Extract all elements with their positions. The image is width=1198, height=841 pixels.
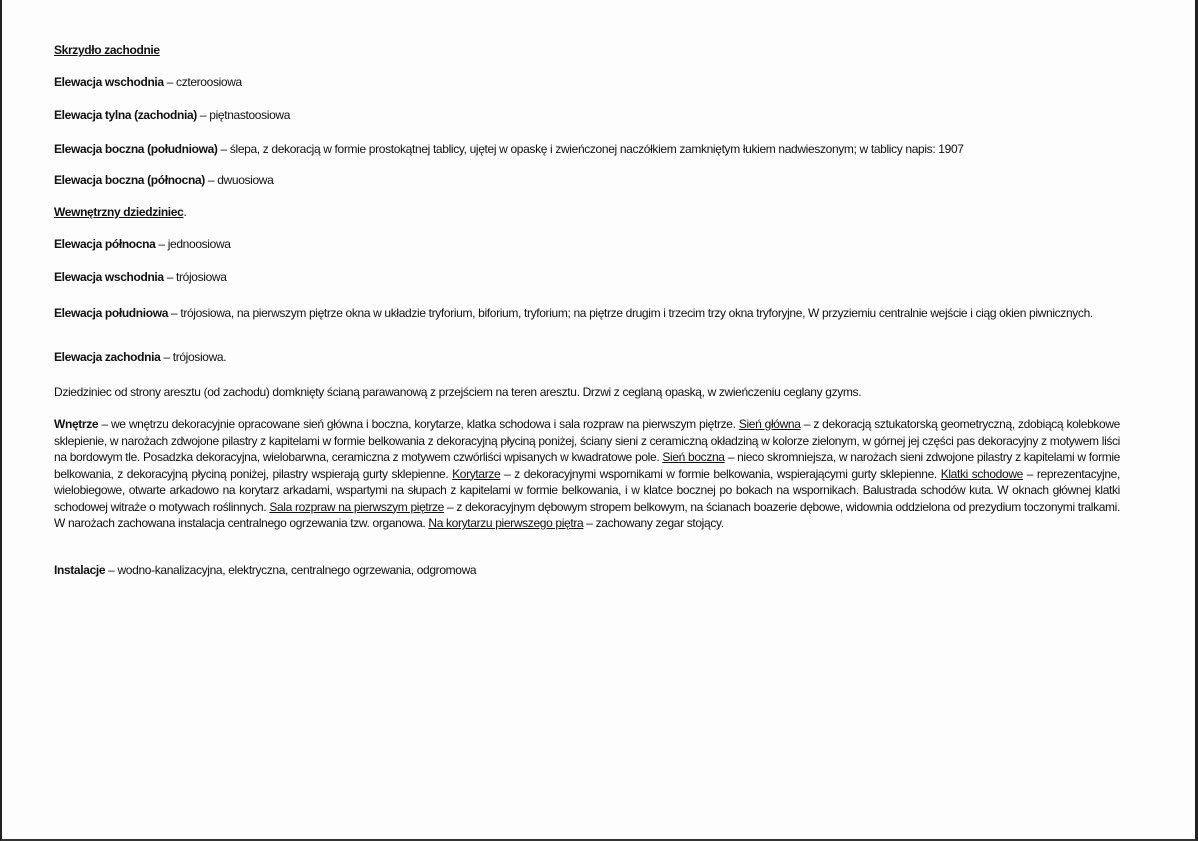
rear-elevation-label: Elewacja tylna (zachodnia) [54,108,197,122]
west-elevation-paragraph: Elewacja zachodnia – trójosiowa. [54,350,227,364]
west-elevation-label: Elewacja zachodnia [54,350,161,364]
north-elevation-label: Elewacja północna [54,237,156,251]
courtroom-term: Sala rozpraw na pierwszym piętrze [269,499,445,514]
side-hall-term: Sień boczna [662,450,725,464]
interior-label: Wnętrze [54,417,99,431]
east-elevation-paragraph: Elewacja wschodnia – czteroosiowa [54,75,242,89]
installations-paragraph: Instalacje – wodno-kanalizacyjna, elektryczna, centralnego ogrzewania, odgromowa [54,563,477,577]
main-hall-term: Sień główna [738,417,801,431]
east-elevation-label: Elewacja wschodnia [54,75,164,89]
east2-elevation-label: Elewacja wschodnia [54,270,164,284]
courtyard-closure-paragraph: Dziedziniec od strony aresztu (od zachodu) domknięty ścianą parawanową z przejściem na teren aresztu. Drzwi z ceglaną opaską, w zwieńczeniu ceglany gzyms. [54,385,862,399]
corridors-term: Korytarze [452,466,501,481]
staircases-term: Klatki schodowe [940,466,1023,481]
south-elevation-label: Elewacja południowa [54,306,169,320]
side-south-elevation-label: Elewacja boczna (południowa) [54,142,218,156]
installations-label: Instalacje [54,563,106,577]
side-south-elevation-paragraph: Elewacja boczna (południowa) – ślepa, z dekoracją w formie prostokątnej tablicy, ujętej w opaskę i zwieńczonej naczółkiem zamkniętym łukiem nadwieszonym; w tablicy napis: 1907 [54,142,964,156]
rear-elevation-paragraph: Elewacja tylna (zachodnia) – piętnastoosiowa [54,108,291,122]
side-north-elevation-label: Elewacja boczna (północna) [54,173,205,187]
courtyard-heading: Wewnętrzny dziedziniec. [54,205,187,219]
south-elevation-paragraph: Elewacja południowa – trójosiowa, na pierwszym piętrze okna w układzie tryforium, biforium, tryforium; na piętrze drugim i trzecim trzy okna tryforyjne, W przyziemiu centralnie wejście i ciąg okien piwnicznych. [54,306,1093,320]
east2-elevation-paragraph: Elewacja wschodnia – trójosiowa [54,270,227,284]
side-north-elevation-paragraph: Elewacja boczna (północna) – dwuosiowa [54,173,274,187]
north-elevation-paragraph: Elewacja północna – jednoosiowa [54,237,231,251]
west-wing-heading: Skrzydło zachodnie [54,43,160,57]
interior-paragraph: Wnętrze – we wnętrzu dekoracyjnie opracowane sień główna i boczna, korytarze, klatka schodowa i sala rozpraw na pierwszym piętrze. Sień główna – z dekoracją sztukatorską geometryczną, zdobiącą kolebkowe sklepienie, w narożach zdwojone pilastry z kapitelami w formie belkowania z dekoracyjną płyciną poniżej, ściany sieni z ceramiczną okładziną w kolorze zielonym, w górnej jej części pas dekoracyjny z motywem liści na bordowym tle. Posadzka dekoracyjna, wielobarwna, ceramiczna z motywem czwórliści wpisanych w kwadratowe pole. Sień boczna – nieco skromniejsza, w narożach sieni zdwojone pilastry z kapitelami w formie belkowania, z dekoracyjną płyciną poniżej, pilastry wspierają gurty sklepienne. Korytarze – z dekoracyjnymi wspornikami w formie belkowania, wspierającymi gurty sklepienne. Klatki schodowe – reprezentacyjne, wielobiegowe, otwarte arkadowo na korytarz arkadami, wspartymi na słupach z kapitelami w formie belkowania, i w klatce bocznej po bokach na wspornikach. Balustrada schodów kuta. W oknach głównej klatki schodowej witraże o motywach roślinnych. Sala rozpraw na pierwszym piętrze – z dekoracyjnym dębowym stropem belkowym, na ścianach boazerie dębowe, widownia oddzielona od prezydium toczonymi tralkami. W narożach zachowana instalacja centralnego ogrzewania tzw. organowa. Na korytarzu pierwszego piętra – zachowany zegar stojący. [54,417,1121,530]
first-floor-corridor-term: Na korytarzu pierwszego piętra [428,516,584,530]
